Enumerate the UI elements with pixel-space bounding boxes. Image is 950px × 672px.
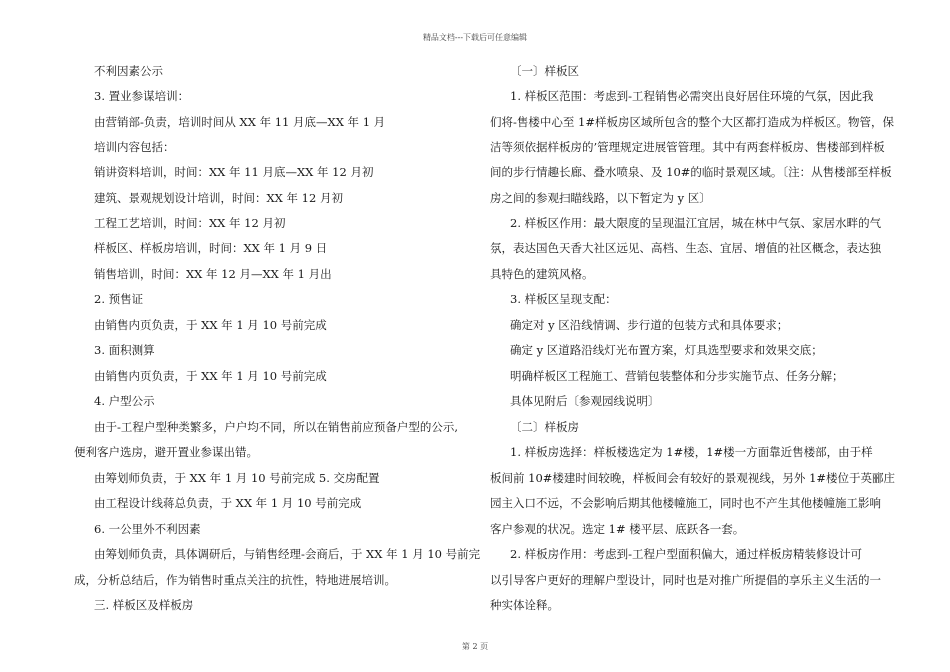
text-line: 氛，表达国色天香大社区远见、高档、生态、宜居、增值的社区概念，表达独 — [490, 241, 881, 255]
text-line: 种实体诠释。 — [490, 598, 559, 612]
text-line: 2. 样板区作用：最大限度的呈现温江宜居，城在林中气氛、家居水畔的气 — [510, 216, 882, 230]
page-number: 第 2 页 — [461, 642, 489, 651]
text-line: 间的步行情趣长廊、叠水喷泉、及 10#的临时景观区域。〔注：从售楼部至样板 — [490, 165, 892, 179]
text-line: 具特色的建筑风格。 — [490, 267, 594, 281]
text-line: 由销售内页负责，于 XX 年 1 月 10 号前完成 — [94, 369, 327, 383]
text-line: 洁等须依据样板房的’管理规定进展管管理。其中有两套样板房、售楼部到样板 — [490, 140, 885, 154]
section-heading: 〔一〕样板区 — [510, 64, 579, 78]
text-line: 3. 置业参谋培训： — [94, 89, 190, 103]
text-line: 3. 样板区呈现支配： — [510, 292, 617, 306]
page-header: 精品文档---下载后可任意编辑 — [422, 33, 528, 42]
text-line: 成，分析总结后，作为销售时重点关注的抗性，特地进展培训。 — [74, 573, 396, 587]
text-line: 样板区、样板房培训，时间：XX 年 1 月 9 日 — [94, 241, 328, 255]
text-line: 由于-工程户型种类繁多，户户均不同，所以在销售前应预备户型的公示, — [94, 420, 459, 434]
text-line: 以引导客户更好的理解户型设计，同时也是对推广所提倡的享乐主义生活的一 — [490, 573, 881, 587]
text-line: 园主入口不远，不会影响后期其他楼幢施工，同时也不产生其他楼幢施工影响 — [490, 496, 881, 510]
text-line: 便利客户选房，避开置业参谋出错。 — [74, 445, 258, 459]
section-heading: 6. 一公里外不利因素 — [94, 522, 201, 536]
section-heading: 3. 面积测算 — [94, 343, 155, 357]
text-line: 1. 样板房选择：样板楼选定为 1#楼，1#楼一方面靠近售楼部，由于样 — [510, 445, 873, 459]
text-line: 建筑、景观规划设计培训，时间：XX 年 12 月初 — [94, 191, 343, 205]
text-line: 由销售内页负责，于 XX 年 1 月 10 号前完成 — [94, 318, 327, 332]
text-line: 们将-售楼中心至 1#样板房区域所包含的整个大区都打造成为样板区。物管，保 — [490, 115, 894, 129]
text-line: 培训内容包括： — [94, 140, 175, 154]
text-line: 由营销部-负责，培训时间从 XX 年 11 月底—XX 年 1 月 — [94, 115, 386, 129]
text-line: 确定 y 区道路沿线灯光布置方案，灯具选型要求和效果交底； — [510, 343, 823, 357]
text-line: 1. 样板区范围：考虑到-工程销售必需突出良好居住环境的气氛，因此我 — [510, 89, 874, 103]
text-line: 由工程设计线蒋总负责，于 XX 年 1 月 10 号前完成 — [94, 496, 362, 510]
section-heading: 〔二〕样板房 — [510, 420, 579, 434]
text-line: 确定对 y 区沿线情调、步行道的包装方式和具体要求； — [510, 318, 789, 332]
section-heading: 三. 样板区及样板房 — [94, 598, 194, 612]
text-line: 不利因素公示 — [94, 64, 163, 78]
text-line: 销售培训，时间：XX 年 12 月—XX 年 1 月出 — [94, 267, 332, 281]
text-line: 房之间的参观扫瞄线路，以下暂定为 y 区〕 — [490, 191, 711, 205]
text-line: 由筹划师负责，具体调研后，与销售经理-会商后，于 XX 年 1 月 10 号前完 — [94, 547, 481, 561]
section-heading: 4. 户型公示 — [94, 394, 155, 408]
text-line: 工程工艺培训，时间：XX 年 12 月初 — [94, 216, 286, 230]
text-line: 明确样板区工程施工、营销包装整体和分步实施节点、任务分解； — [510, 369, 844, 383]
text-line: 客户参观的状况。选定 1# 楼平层、底跃各一套。 — [490, 522, 745, 536]
text-line: 具体见附后〔参观园线说明〕 — [510, 394, 660, 408]
text-line: 板间前 10#楼建时间较晚，样板间会有较好的景观视线，另外 1#楼位于英郦庄 — [490, 471, 896, 485]
text-line: 由筹划师负责，于 XX 年 1 月 10 号前完成 5. 交房配置 — [94, 471, 380, 485]
text-line: 销讲资料培训，时间：XX 年 11 月底—XX 年 12 月初 — [94, 165, 374, 179]
section-heading: 2. 预售证 — [94, 292, 144, 306]
text-line: 2. 样板房作用：考虑到-工程户型面积偏大，通过样板房精装修设计可 — [510, 547, 863, 561]
